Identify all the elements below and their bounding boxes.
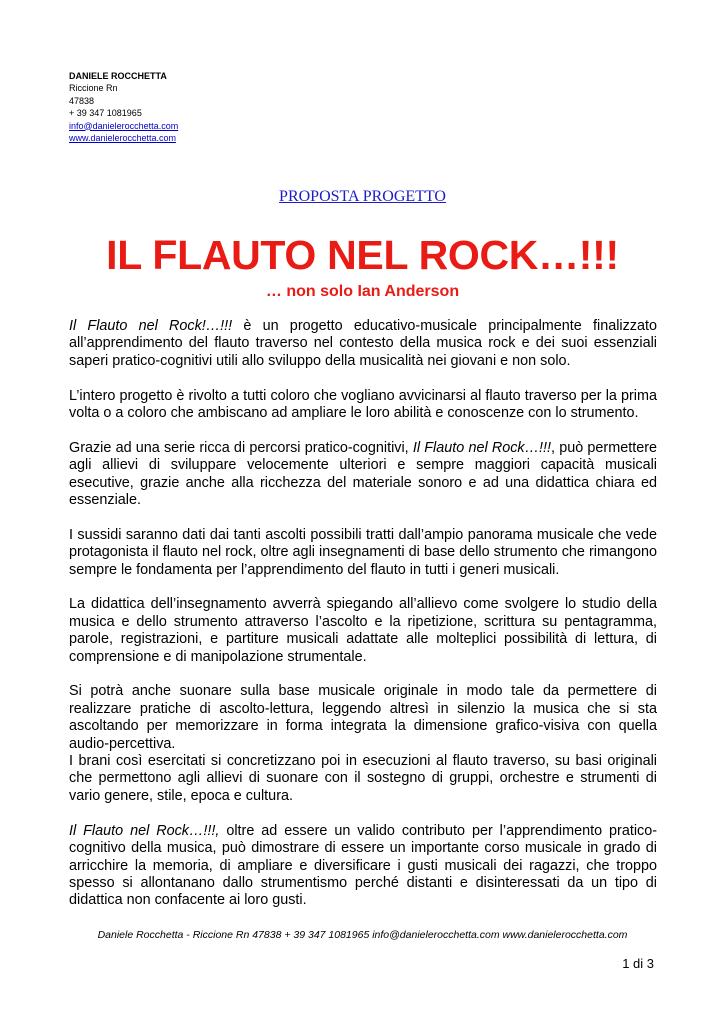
document-title: IL FLAUTO NEL ROCK…!!! (106, 232, 619, 278)
sender-city: Riccione Rn (69, 83, 118, 94)
body-text (69, 318, 657, 927)
paragraph: L’intero progetto è rivolto a tutti coloro che vogliano avvicinarsi al flauto traverso per la prima volta o a coloro che ambiscano ad ampliare le loro abilità e conoscenze con lo strumento. (69, 387, 657, 422)
document-subtitle: … non solo Ian Anderson (265, 283, 460, 300)
paragraph: Il Flauto nel Rock…!!!, oltre ad essere un valido contributo per l’apprendimento pratico-cognitivo della musica, può dimostrare di essere un importante corso musicale in grado di arricchire la memoria, di ampliare e diversificare i gusti musicali dei ragazzi, che troppo spesso si allontanano dallo strumentismo perché distanti e disinteressati da un tipo di didattica non confacente ai loro gusti. (69, 822, 658, 909)
page-number: 1 di 3 (622, 956, 654, 971)
sender-email-link[interactable]: info@danielerocchetta.com (69, 120, 179, 131)
sender-postcode: 47838 (69, 95, 95, 106)
paragraph: Grazie ad una serie ricca di percorsi pratico-cognitivi, Il Flauto nel Rock…!!!, può permettere agli allievi di sviluppare velocemente ulteriori e sempre maggiori capacità musicali esecutive, grazie anche alla ricchezza del materiale sonoro e ad una didattica chiara ed essenziale. (69, 439, 658, 509)
paragraph-italic: Il Flauto nel Rock…!!! (412, 439, 552, 456)
paragraph: La didattica dell’insegnamento avverrà spiegando all’allievo come svolgere lo studio della musica e dello strumento attraverso l’ascolto e la ripetizione, scrittura su pentagramma, parole, registrazioni, e partiture musicali adattate alle molteplici possibilità di lettura, di comprensione e di manipolazione strumentale. (69, 596, 657, 665)
paragraph-italic: Il Flauto nel Rock…!!!, (69, 822, 220, 839)
proposal-label: PROPOSTA PROGETTO (279, 188, 446, 205)
paragraph-italic: Il Flauto nel Rock!…!!! (69, 318, 233, 334)
sender-phone: + 39 347 1081965 (69, 108, 142, 119)
paragraph: I brani così esercitati si concretizzano poi in esecuzioni al flauto traverso, su basi originali che permettono agli allievi di suonare con il sostegno di gruppi, orchestre e strumenti di vario genere, stile, epoca e cultura. (69, 753, 657, 804)
paragraph: Il Flauto nel Rock!…!!! è un progetto educativo-musicale principalmente finalizzato all’apprendimento del flauto traverso nel contesto della musica rock e dei suoi essenziali saperi pratico-cognitivi utili allo sviluppo della musicalità nei giovani e non solo. (69, 318, 657, 369)
sender-block (69, 70, 178, 144)
page-footer: Daniele Rocchetta - Riccione Rn 47838 + 39 347 1081965 info@danielerocchetta.com www.danielerocchetta.com (97, 929, 628, 941)
paragraph: I sussidi saranno dati dai tanti ascolti possibili tratti dall’ampio panorama musicale che vede protagonista il flauto nel rock, oltre agli insegnamenti di base dello strumento che rimangono sempre le fondamenta per l’apprendimento del flauto in tutti i generi musicali. (69, 526, 657, 578)
sender-name: DANIELE ROCCHETTA (69, 71, 167, 81)
sender-website-link[interactable]: www.danielerocchetta.com (69, 133, 177, 144)
paragraph: Si potrà anche suonare sulla base musicale originale in modo tale da permettere di realizzare pratiche di ascolto-lettura, leggendo altresì in silenzio la musica che si sta ascoltando per memorizzare in forma integrata la dimensione grafico-visiva con quella audio-percettiva. (69, 683, 657, 752)
